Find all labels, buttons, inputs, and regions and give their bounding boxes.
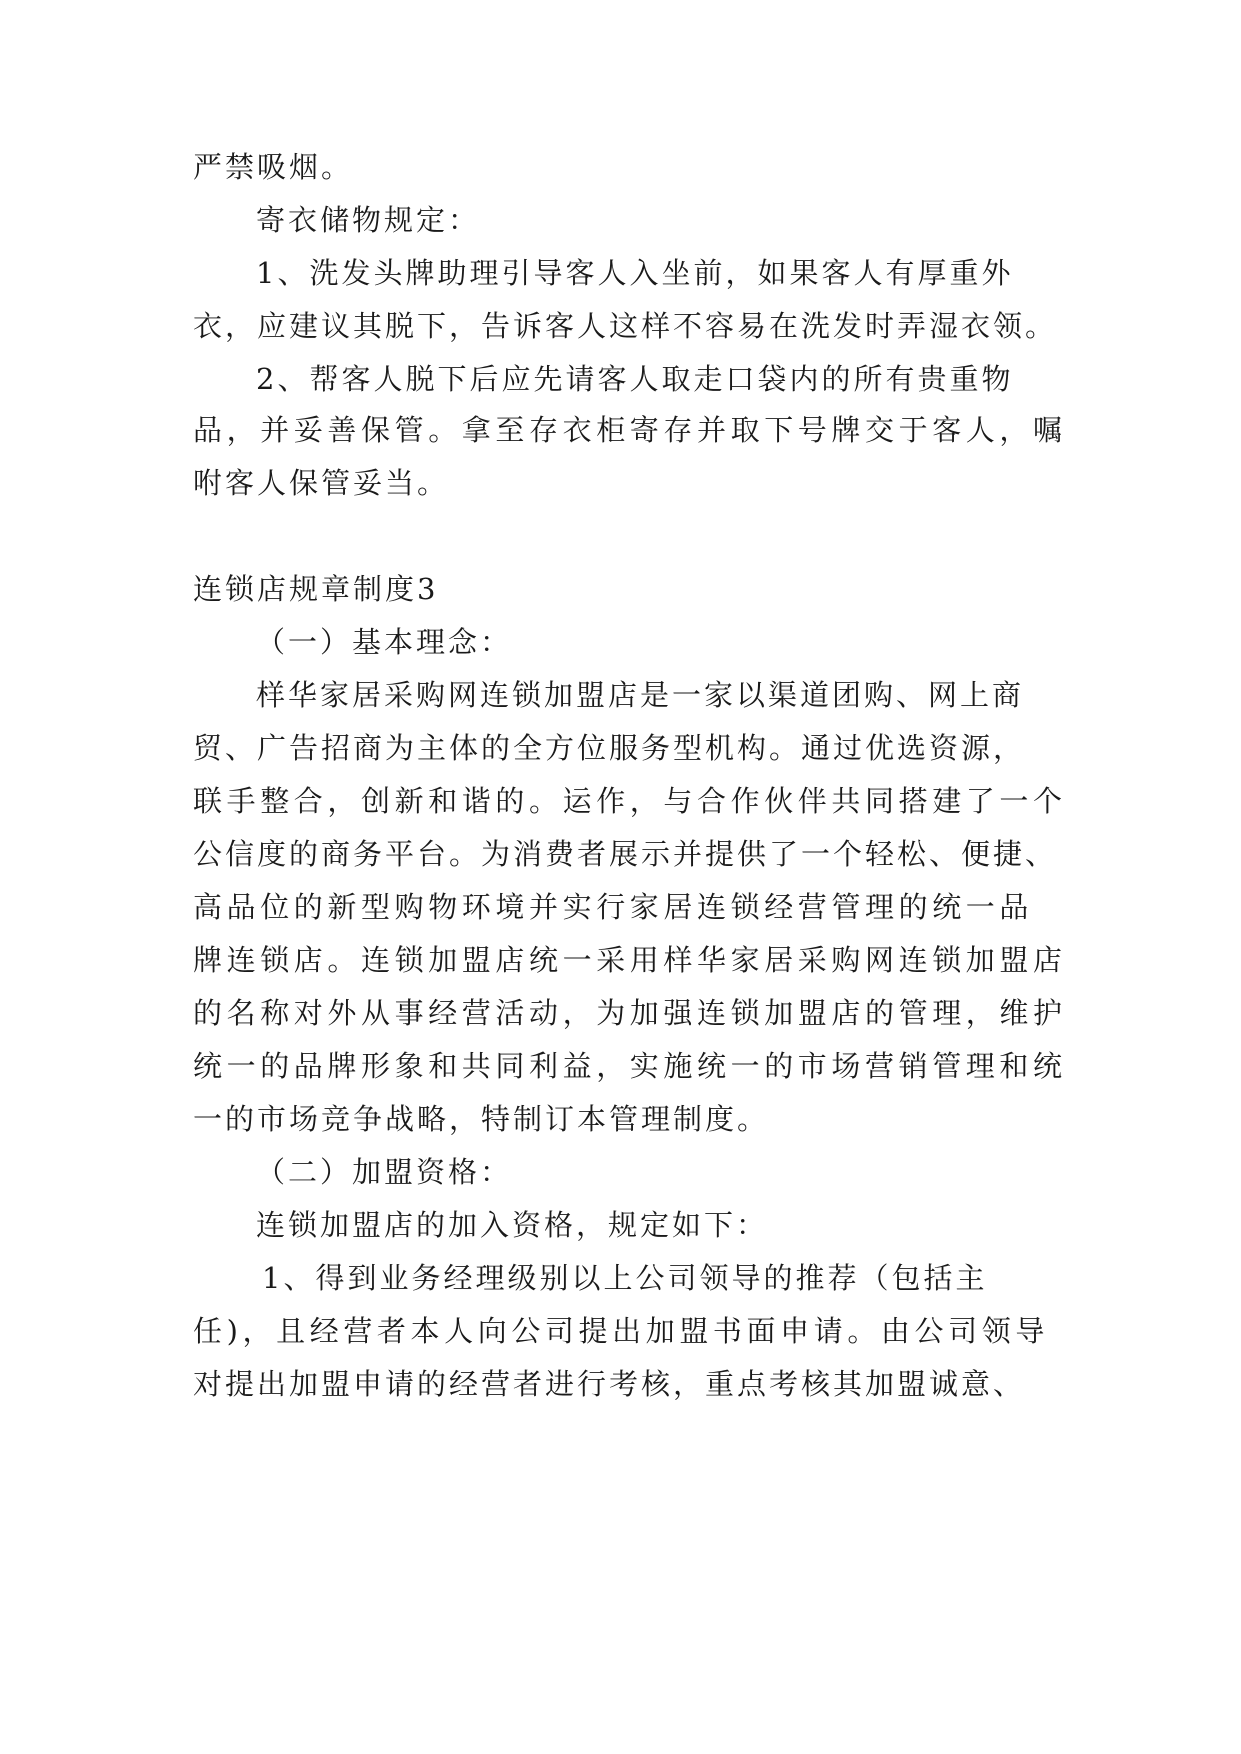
text-line: 牌连锁店。连锁加盟店统一采用样华家居采购网连锁加盟店 [193,943,1067,977]
text-line: 公信度的商务平台。为消费者展示并提供了一个轻松、便捷、 [193,837,1058,871]
text-line: 高品位的新型购物环境并实行家居连锁经营管理的统一品 [193,890,1034,924]
text-line: 任)，且经营者本人向公司提出加盟书面申请。由公司领导 [193,1314,1049,1348]
text-line: 连锁加盟店的加入资格，规定如下： [256,1208,769,1242]
text-line: 联手整合，创新和谐的。运作，与合作伙伴共同搭建了一个 [193,784,1067,818]
text-line: 贸、广告招商为主体的全方位服务型机构。通过优选资源， [193,731,1026,765]
text-line: 一的市场竞争战略，特制订本管理制度。 [193,1102,770,1136]
section-heading: （二）加盟资格： [256,1155,513,1189]
chapter-title: 连锁店规章制度3 [193,572,439,606]
text-line: 2、帮客人脱下后应先请客人取走口袋内的所有贵重物 [256,362,1014,396]
text-line: 咐客人保管妥当。 [193,466,450,500]
text-line: 对提出加盟申请的经营者进行考核，重点考核其加盟诚意、 [193,1367,1026,1401]
section-heading: 寄衣储物规定： [256,203,481,237]
text-line: 衣，应建议其脱下，告诉客人这样不容易在洗发时弄湿衣领。 [193,309,1058,343]
text-line: 1、得到业务经理级别以上公司领导的推荐（包括主 [262,1261,988,1295]
section-heading: （一）基本理念： [256,625,513,659]
text-line: 统一的品牌形象和共同利益，实施统一的市场营销管理和统 [193,1049,1067,1083]
text-line: 1、洗发头牌助理引导客人入坐前，如果客人有厚重外 [256,256,1014,290]
text-line: 样华家居采购网连锁加盟店是一家以渠道团购、网上商 [256,678,1025,712]
text-line: 品，并妥善保管。拿至存衣柜寄存并取下号牌交于客人，嘱 [193,413,1067,447]
text-line: 的名称对外从事经营活动，为加强连锁加盟店的管理，维护 [193,996,1067,1030]
text-line: 严禁吸烟。 [193,150,354,184]
